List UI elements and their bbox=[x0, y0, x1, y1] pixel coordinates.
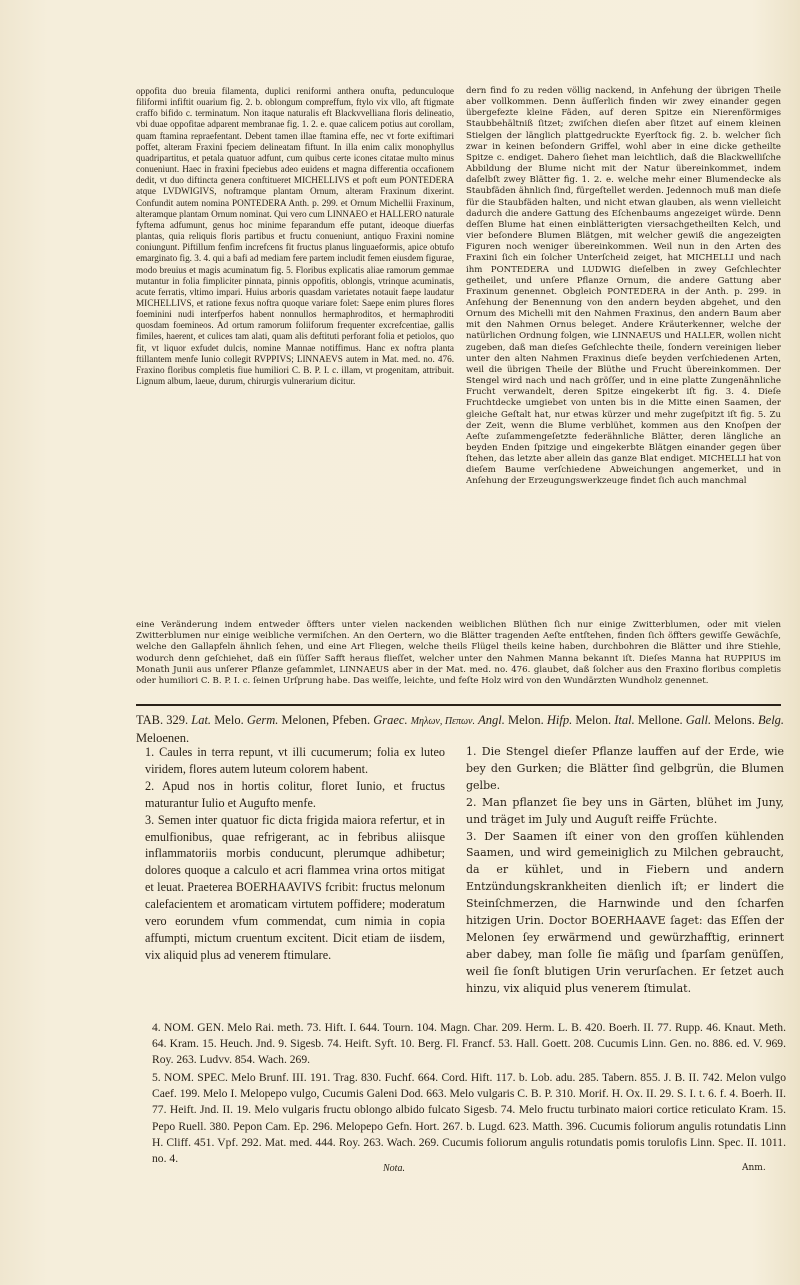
nom-gen-text: 4. NOM. GEN. Melo Rai. meth. 73. Hift. I. 644. Tourn. 104. Magn. Char. 209. Herm. L. B. 420. Boerh. II. 77. Rupp. 46. Knaut. Meth. 64. Kram. 15. Heuch. Jnd. 9. Sigesb. 74. Heift. Syft. 10. Berg. Fl. Francf. 53. Hall. Goett. 208. Cucumis Linn. Gen. no. 886. ed. V. 969. Roy. 263. Ludvv. 854. Wach. 269. bbox=[152, 1021, 786, 1067]
german-continuation-paragraph: eine Veränderung indem entweder öffters unter vielen nackenden weiblichen Blüthen ſich nur einige Zwitterblumen, oder mit vielen Zwitterblumen nur einige weibliche vermiſchen. An den Oertern, wo die Blätter tragenden Aeſte entſtehen, finden ſich öffters gewiſſe Gewächſe, welche den Gallapfeln ähnlich ſehen, und eine Art Fliegen, welche theils Flügel theils keine haben, durchbohren die Blätter und ihre Stiehle, wodurch denn geſchiehet, daß ein ſüſſer Safft heraus flieſſet, welcher unter den Nahmen Manna bekannt iſt. Dieſes Manna hat RUPPIUS im Monath Junii aus unſerer Pflanze geſammlet, LINNAEUS aber in der Mat. med. no. 476. glaubet, daß ſolcher aus den Fraxino floribus completis oder humiliori C. B. P. I. c. ſeinen Urſprung habe. Das weiſſe, leichte, und feſte Holz wird von den Wundärzten Wundholz genennet. bbox=[136, 620, 781, 687]
graec-label: Graec. bbox=[373, 713, 408, 727]
germ-label: Germ. bbox=[246, 713, 279, 727]
hisp-label: Hifp. bbox=[546, 713, 573, 727]
gall-name: Melons. bbox=[714, 713, 755, 727]
graec-name: Μηλων, Πεπων. bbox=[410, 716, 475, 727]
german-section-3: 3. Der Saamen iſt einer von den groſſen kühlenden Saamen, und wird gemeiniglich zu Milchen gebraucht, da er kühlet, und in Fiebern und andern Entzündungskrankheiten dienlich iſt; er lindert die Steinſchmerzen, die Harnwinde und den ſcharfen hitzigen Urin. Doctor BOERHAAVE ſaget: das Eſſen der Melonen ſey erwärmend und gewürzhafftig, erinnert aber dabey, man ſolle ſie mäſig und ſparſam genüſſen, weil ſie ſonſt blutigen Urin verurſachen. Er ſetzet auch hinzu, vix aliquid plus venerem ſtimulat. bbox=[466, 829, 784, 995]
german-section-2: 2. Man pflanzet ſie bey uns in Gärten, blühet im Juny, und träget im July und Auguſt reiffe Früchte. bbox=[466, 795, 784, 826]
latin-section-1: 1. Caules in terra repunt, vt illi cucumerum; folia ex luteo viridem, flores autem luteum colorem habent. bbox=[145, 745, 445, 776]
nom-spec-text: 5. NOM. SPEC. Melo Brunf. III. 191. Trag. 830. Fuchf. 664. Cord. Hift. 117. b. Lob. adu. 285. Tabern. 855. J. B. II. 742. Melon vulgo Caef. 199. Melo I. Melopepo vulgo, Cucumis Galeni Dod. 663. Melo vulgaris C. B. P. 310. Morif. H. Ox. II. 29. S. I. t. 6. f. 4. Boerh. II. 77. Heift. Jnd. II. 19. Melo vulgaris fructu oblongo albido fulcato Sigesb. 74. Melo fructu turbinato maiori cortice reticulato Kram. 15. Pepo Ruell. 380. Pepon Cam. Ep. 296. Melopepo Gefn. Hort. 267. b. Lugd. 623. Matth. 396. Cucumis foliorum angulis rotundatis Linn H. Cliff. 451. Vpf. 292. Mat. med. 444. Roy. 263. Wach. 269. Cucumis foliorum angulis rotundatis pomis torulofis Linn. Spec. II. 1011. no. 4. bbox=[152, 1071, 786, 1166]
latin-section-3: 3. Semen inter quatuor fic dicta frigida maiora refertur, et in emulfionibus, quae refrigerant, ac in febribus aliisque inflammatoriis morbis conducunt, plerumque adhibetur; dolores quoque a calculo et acri flammea vrina ortos mitigat et leuat. Praeterea BOERHAAVIVS fcribit: fructus melonum calefacientem et aromaticam virtutem poffidere; moderatum vero eorundem vfum commendat, cum nimia in copia affumpti, mictum cruentum excitent. Dicit etiam de iisdem, vix aliquid plus ad venerem ftimulare. bbox=[145, 812, 445, 962]
plate-number: TAB. 329. bbox=[136, 713, 189, 727]
belg-label: Belg. bbox=[758, 713, 785, 727]
signature-mark: Nota. bbox=[383, 1163, 405, 1174]
section-divider-rule bbox=[136, 704, 781, 706]
latin-text-column: oppofita duo breuia filamenta, duplici reniformi anthera onufta, pedunculoque filiformi infiftit ouarium fig. 2. b. oblongum compreffum, ftylo vix vllo, aft ftigmate craffo bifido c. terminatum. Non itaque naturalis eft Blackvvelliana floris delineatio, vbi duae oppofitae adparent membranae fig. 1. 2. e. quae calicem potius aut corollam, quam ftamina repraefentant. Debent tamen illae ftamina effe, nec vt forte exiftimari poffet, alteram Fraxini fpeciem delineatam fiftunt. In illa enim calix monophyllus quadripartitus, et petala quatuor adfunt, cum quibus certe icones citatae multo minus conueniunt. Haec in fraxini fpeciebus adeo euidens et magna differentia occafionem dedit, vt duo diftincta genera conftitueret MICHELLIVS et poft eum PONTEDERA atque LVDWIGIVS, noftramque plantam Ornum, alteram Fraxinum dixerint. Confundit autem nomina PONTEDERA Anth. p. 299. et Ornum Michellii Fraxinum, alteramque plantam Ornum nominat. Qui vero cum LINNAEO et HALLERO naturale fyftema adfumunt, genus hoc minime feparandum effe putant, ideoque diuerfas plantas, quia reliquis floris partibus et fructu conueniunt, antiquo Fraxini nomine coniungunt. Piftillum fenfim increfcens fit fructus planus linguaeformis, apice obtufo emarginato fig. 3. 4. qui a bafi ad mediam fere partem includit femen eiusdem figurae, modo breuius et magis acuminatum fig. 5. Floribus explicatis aliae ramorum gemmae mutantur in folia fimpliciter pinnata, pinnis oppofitis, oblongis, vtrinque acuminatis, acute ferratis, vltimo impari. Huius arboris quasdam varietates notauit faepe laudatur MICHELLIVS, et ratione fexus noftra quoque variare folet: Saepe enim plures flores foeminini nudi interfperfos habent nonnullos hermaphroditos, et hermaphroditi quosdam foemineos. Ad ortum ramorum foliiforum frequenter excrefcentiae, gallis fimiles, haerent, et culices tam alati, quam alis deftituti perforant folia et petiolos, quo fit, vt liquor exfudet dulcis, nomine Mannae notiffimus. Hanc ex noftra planta ftillantem menfe Iunio collegit RVPPIVS; LINNAEVS autem in Mat. med. no. 476. Fraxino floribus completis fiue humiliori C. B. P. I. c. illam, vt progenitam, attribuit. Lignum album, laeue, durum, chirurgis vulnerarium dicitur. bbox=[136, 86, 454, 387]
nomenclature-species bbox=[136, 1070, 786, 1167]
hisp-name: Melon. bbox=[575, 713, 612, 727]
germ-name: Melonen, Pfeben. bbox=[281, 713, 371, 727]
ital-name: Mellone. bbox=[637, 713, 683, 727]
plate-header bbox=[136, 712, 786, 747]
ital-label: Ital. bbox=[614, 713, 635, 727]
belg-name: Meloenen. bbox=[136, 731, 190, 745]
lat-label: Lat. bbox=[191, 713, 212, 727]
angl-name: Melon. bbox=[507, 713, 544, 727]
lat-name: Melo. bbox=[214, 713, 244, 727]
nomenclature-genus bbox=[136, 1020, 786, 1069]
gall-label: Gall. bbox=[685, 713, 712, 727]
latin-section-2: 2. Apud nos in hortis colitur, floret Iunio, et fructus maturantur Iulio et Augufto menfe. bbox=[145, 778, 445, 810]
catchword: Anm. bbox=[742, 1163, 766, 1173]
german-text-column: dern find fo zu reden völlig nackend, in Anfehung der übrigen Theile aber vollkommen. Denn äuſſerlich finden wir zwey einander gegen übergefezte kleine Fäden, auf deren Spitze ein Nierenförmiges Staubbehältniß ſitzet; zwiſchen dieſen aber ſitzet auf einem kleinen Stielgen der länglich plattgedruckte Eyerſtock fig. 2. b. welcher ſich zwar in keinen beſondern Griffel, wohl aber in eine dicke getheilte Spitze c. endiget. Dahero ſiehet man leichtlich, daß die Blackwelliſche Abbildung der Blume nicht mit der Natur übereinkommet, indem daſelbſt zwey Blätter fig. 1. 2. e. welche mehr einer Blumendecke als Staubfäden ähnlich ſind, fürgeſtellet werden. Jedennoch muß man dieſe für die Staubfäden halten, und nicht etwan glauben, als wenn vielleicht dadurch die andere Gattung des Eſchenbaums angezeiget würde. Denn deſſen Blume hat einen einblätterigten viersachgetheilten Kelch, und vier beſondere Blumen Blätgen, mit welcher gewiß die angezeigten Figuren noch weniger übereinkommen. Weil nun in den Arten des Fraxini ſich ein ſolcher Unterſcheid zeiget, hat MICHELLI und nach ihm PONTEDERA und LUDWIG dieſelben in zwey Geſchlechter getheilet, und unſere Pflanze Ornum, die andere Gattung aber Fraxinum genennet. Obgleich PONTEDERA in der Anth. p. 299. in Anſehung der Benennung von den andern beyden abgehet, und den Ornum des Michelli mit den Nahmen Fraxinus, den andern Baum aber mit den Nahmen Ornus beleget. Andere Kräuterkenner, welche der natürlichen Ordnung folgen, wie LINNAEUS und HALLER, wollen nicht zugeben, daß man dieſes Geſchlechte theile, ſondern vereinigen lieber unter den alten Nahmen Fraxinus dieſe beyden verſchiedenen Arten, weil die übrigen Theile der Blüthe und Frucht übereinkommen. Der Stengel wird nach und nach gröſſer, und in eine platte Zungenähnliche Frucht verwandelt, deren Spitze eingekerbt iſt fig. 3. 4. Dieſe Fruchtdecke umgiebet von unten bis in die Mitte einen Saamen, der gleiche Geſtalt hat, nur etwas kürzer und mehr zugeſpitzt iſt fig. 5. Zu der Zeit, wenn die Blume verblühet, kommen aus den Knoſpen der Aeſte zuſammengeſetzte federähnliche Blätter, deren längliche an beyden Enden ſpitzige und eingekerbte Blätgen einander gegen über ſtehen, das letzte aber allein das ganze Blat endiget. MICHELLI hat von dieſem Baume verſchiedene Abweichungen angemerket, und in Anſehung der Erzeugungswerkzeuge findet ſich auch manchmal bbox=[466, 86, 781, 487]
angl-label: Angl. bbox=[478, 713, 505, 727]
german-numbered-sections bbox=[466, 744, 784, 998]
german-section-1: 1. Die Stengel dieſer Pflanze lauffen auf der Erde, wie bey den Gurken; die Blätter ſind gelbgrün, die Blumen gelbe. bbox=[466, 745, 784, 792]
latin-numbered-sections bbox=[145, 744, 445, 964]
